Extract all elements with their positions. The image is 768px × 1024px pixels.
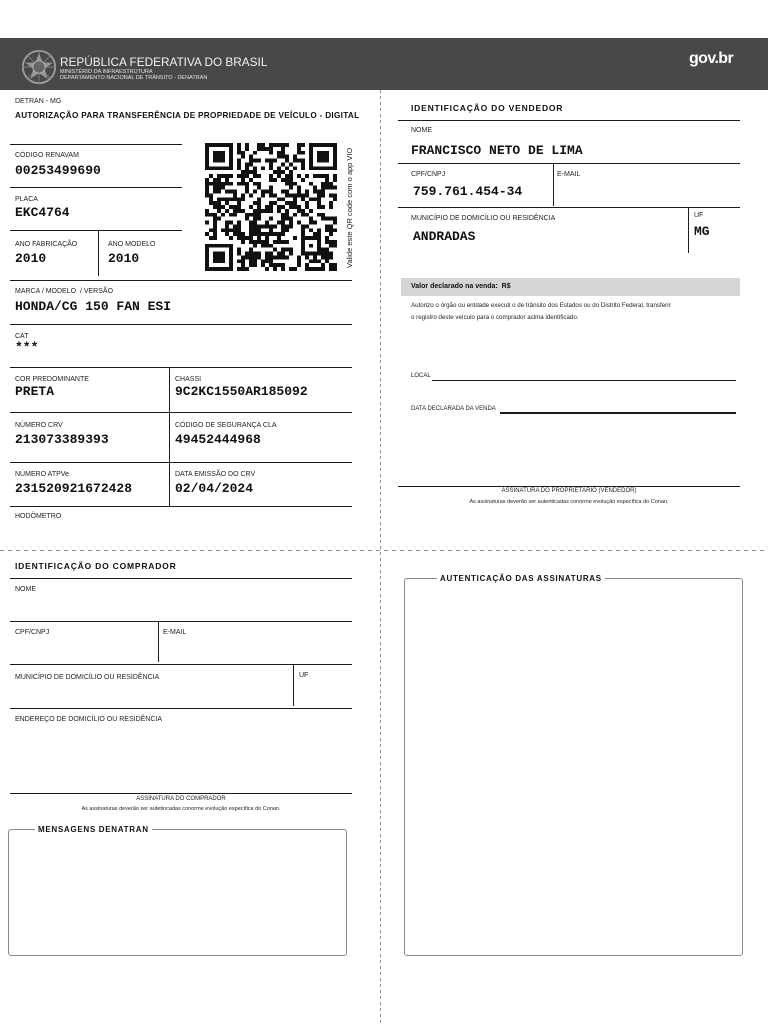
- divider: [10, 230, 182, 231]
- ano-fabricacao-label: ANO FABRICAÇÃO: [15, 241, 78, 248]
- ano-modelo-label: ANO MODELO: [108, 241, 156, 248]
- coat-of-arms-icon: [20, 48, 58, 86]
- placa-label: PLACA: [15, 196, 38, 203]
- buyer-signature-line: [10, 793, 352, 794]
- marca-modelo-value: HONDA/CG 150 FAN ESI: [15, 299, 172, 314]
- divider: [398, 163, 740, 164]
- numero-atpve-label: NÚMERO ATPVe: [15, 471, 69, 478]
- divider: [10, 187, 182, 188]
- cat-value: ***: [15, 340, 39, 355]
- seller-signature-note: As assinaturas deverão ser autenticadas conorme evolução específica do Conan.: [469, 499, 669, 505]
- local-line: [432, 380, 736, 381]
- divider: [10, 621, 352, 622]
- ano-fabricacao-value: 2010: [15, 251, 47, 266]
- qr-caption: Valide este QR code com o app VIO: [345, 147, 354, 269]
- seller-uf-label: UF: [694, 212, 704, 219]
- divider: [10, 664, 352, 665]
- divider: [10, 144, 182, 145]
- header-ministry: MINISTÉRIO DA INFRAESTRUTURA: [60, 69, 153, 75]
- qr-alignment-pattern: [309, 244, 313, 248]
- sale-date-label: DATA DECLARADA DA VENDA: [411, 406, 496, 412]
- seller-municipio-value: ANDRADAS: [413, 229, 476, 244]
- divider: [10, 708, 352, 709]
- buyer-uf-label: UF: [299, 672, 309, 679]
- header-department: DEPARTAMENTO NACIONAL DE TRÂNSITO - DENATRAN: [60, 75, 208, 81]
- qr-finder-pattern: [213, 151, 225, 163]
- divider: [10, 506, 352, 507]
- divider: [10, 462, 352, 463]
- divider: [169, 367, 170, 506]
- sale-value-label: Valor declarado na venda: R$: [411, 283, 511, 290]
- buyer-cpf-label: CPF/CNPJ: [15, 629, 50, 636]
- qr-finder-pattern: [213, 252, 225, 264]
- buyer-signature-label: ASSINATURA DO COMPRADOR: [136, 796, 226, 802]
- ano-modelo-value: 2010: [108, 251, 140, 266]
- divider: [10, 367, 352, 368]
- seller-nome-value: FRANCISCO NETO DE LIMA: [411, 143, 583, 158]
- issuer-label: DETRAN - MG: [15, 98, 62, 105]
- cor-label: COR PREDOMINANTE: [15, 376, 89, 383]
- cor-value: PRETA: [15, 384, 55, 399]
- emblem-center: [33, 61, 45, 73]
- govbr-logo: gov.br: [689, 50, 734, 67]
- numero-crv-value: 213073389393: [15, 432, 109, 447]
- buyer-signature-note: As assinaturas deverão ser autetincadas conorme evolução específica do Conan.: [81, 806, 281, 812]
- divider: [398, 120, 740, 121]
- hodometro-label: HODÔMETRO: [15, 513, 62, 520]
- authorization-text-line-1: Autorizo o órgão ou entdade executi o de trânsito dos Estados ou do Distrito Federal, transferir: [411, 302, 671, 309]
- divider: [293, 664, 294, 706]
- renavam-label: CÓDIGO RENAVAM: [15, 152, 79, 159]
- messages-box: [8, 829, 347, 956]
- cat-label: CAT: [15, 333, 29, 340]
- divider: [98, 230, 99, 276]
- data-emissao-value: 02/04/2024: [175, 481, 254, 496]
- placa-value: EKC4764: [15, 205, 70, 220]
- qr-finder-pattern: [317, 151, 329, 163]
- numero-crv-label: NÚMERO CRV: [15, 422, 63, 429]
- data-emissao-label: DATA EMISSÃO DO CRV: [175, 471, 256, 478]
- seller-nome-label: NOME: [411, 127, 432, 134]
- buyer-endereco-label: ENDEREÇO DE DOMICÍLIO OU RESIDÊNCIA: [15, 716, 163, 723]
- buyer-email-label: E-MAIL: [163, 629, 187, 636]
- numero-atpve-value: 231520921672428: [15, 481, 133, 496]
- authorization-text-line-2: o registro deste veículo para o comprador acima identificado.: [411, 314, 579, 321]
- cut-line-vertical: [380, 90, 381, 1024]
- renavam-value: 00253499690: [15, 163, 101, 178]
- codigo-cla-value: 49452444968: [175, 432, 261, 447]
- document-title: AUTORIZAÇÃO PARA TRANSFERÊNCIA DE PROPRIEDADE DE VEÍCULO - DIGITAL: [15, 111, 360, 120]
- divider: [553, 163, 554, 206]
- divider: [10, 412, 352, 413]
- seller-email-label: E-MAIL: [557, 171, 581, 178]
- seller-section-title: IDENTIFICAÇÃO DO VENDEDOR: [411, 103, 564, 113]
- divider: [10, 280, 352, 281]
- header-country: REPÚBLICA FEDERATIVA DO BRASIL: [60, 55, 268, 69]
- divider: [10, 578, 352, 579]
- seller-signature-line: [398, 486, 740, 487]
- buyer-nome-label: NOME: [15, 586, 36, 593]
- seller-cpf-value: 759.761.454-34: [413, 184, 523, 199]
- qr-code: [205, 143, 337, 271]
- seller-cpf-label: CPF/CNPJ: [411, 171, 446, 178]
- divider: [10, 324, 352, 325]
- seller-municipio-label: MUNICÍPIO DE DOMICÍLIO OU RESIDÊNCIA: [411, 215, 556, 222]
- messages-box-title: MENSAGENS DENATRAN: [35, 825, 152, 834]
- chassi-value: 9C2KC1550AR185092: [175, 384, 308, 399]
- sale-date-line: [500, 412, 736, 414]
- cut-line-horizontal: [0, 550, 768, 551]
- seller-signature-label: ASSINATURA DO PROPRIETÁRIO (VENDEDOR): [501, 488, 637, 494]
- authentication-box-title: AUTENTICAÇÃO DAS ASSINATURAS: [437, 574, 605, 583]
- local-label: LOCAL: [411, 373, 431, 379]
- seller-uf-value: MG: [694, 224, 710, 239]
- buyer-municipio-label: MUNICÍPIO DE DOMICÍLIO OU RESIDÊNCIA: [15, 674, 160, 681]
- divider: [688, 207, 689, 253]
- chassi-label: CHASSI: [175, 376, 202, 383]
- marca-modelo-label: MARCA / MODELO / VERSÃO: [15, 288, 114, 295]
- codigo-cla-label: CÓDIGO DE SEGURANÇA CLA: [175, 422, 277, 429]
- authentication-box: [404, 578, 743, 956]
- divider: [158, 621, 159, 662]
- buyer-section-title: IDENTIFICAÇÃO DO COMPRADOR: [15, 561, 177, 571]
